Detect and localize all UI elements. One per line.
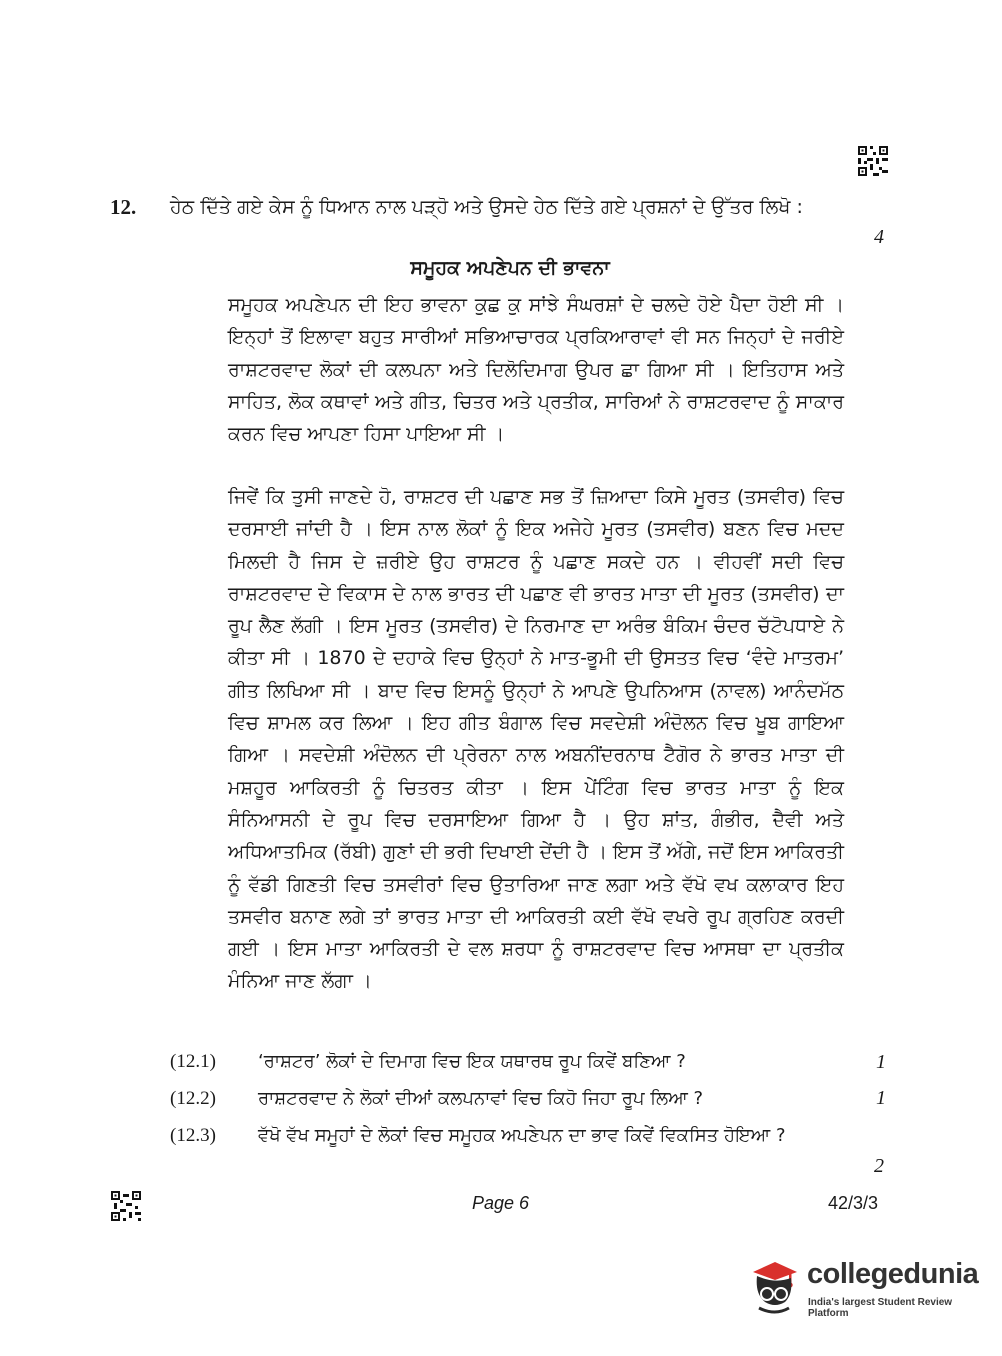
- passage-paragraph-1: ਸਮੂਹਕ ਅਪਣੇਪਨ ਦੀ ਇਹ ਭਾਵਨਾ ਕੁਛ ਕੁ ਸਾਂਝੇ ਸੰਘਰਸ਼ਾਂ ਦੇ ਚਲਦੇ ਹੋਏ ਪੈਦਾ ਹੋਈ ਸੀ । ਇਨ੍ਹਾਂ ਤੋਂ ਇਲਾਵਾ ਬਹੁਤ ਸਾਰੀਆਂ ਸਭਿਆਚਾਰਕ ਪ੍ਰਕਿਆਰਾਵਾਂ ਵੀ ਸਨ ਜਿਨ੍ਹਾਂ ਦੇ ਜਰੀਏ ਰਾਸ਼ਟਰਵਾਦ ਲੋਕਾਂ ਦੀ ਕਲਪਨਾ ਅਤੇ ਦਿਲੋਦਿਮਾਗ ਉਪਰ ਛਾ ਗਿਆ ਸੀ । ਇਤਿਹਾਸ ਅਤੇ ਸਾਹਿਤ, ਲੋਕ ਕਥਾਵਾਂ ਅਤੇ ਗੀਤ, ਚਿਤਰ ਅਤੇ ਪ੍ਰਤੀਕ, ਸਾਰਿਆਂ ਨੇ ਰਾਸ਼ਟਰਵਾਦ ਨੂੰ ਸਾਕਾਰ ਕਰਨ ਵਿਚ ਆਪਣਾ ਹਿਸਾ ਪਾਇਆ ਸੀ ।: [228, 294, 844, 446]
- collegedunia-brand-name: collegedunia: [807, 1258, 979, 1290]
- question-number: 12.: [110, 195, 137, 219]
- subquestion-marks: 2: [874, 1155, 884, 1177]
- subquestion-marks: 1: [876, 1051, 886, 1073]
- subquestion-12-1: [170, 1046, 890, 1078]
- subquestion-text: ਵੱਖੋ ਵੱਖ ਸਮੂਹਾਂ ਦੇ ਲੋਕਾਂ ਵਿਚ ਸਮੂਹਕ ਅਪਣੇਪਨ ਦਾ ਭਾਵ ਕਿਵੇਂ ਵਿਕਸਿਤ ਹੋਇਆ ?: [258, 1125, 786, 1146]
- collegedunia-tagline: India's largest Student Review Platform: [808, 1297, 953, 1319]
- qr-code-icon: [111, 1191, 141, 1221]
- page-number: Page 6: [472, 1193, 530, 1213]
- subquestion-12-2: [170, 1083, 890, 1115]
- question-instruction: ਹੇਠ ਦਿੱਤੇ ਗਏ ਕੇਸ ਨੂੰ ਧਿਆਨ ਨਾਲ ਪੜ੍ਹੋ ਅਤੇ ਉਸਦੇ ਹੇਠ ਦਿੱਤੇ ਗਏ ਪ੍ਰਸ਼ਨਾਂ ਦੇ ਉੱਤਰ ਲਿਖੋ :: [170, 196, 803, 218]
- subquestion-number: (12.2): [170, 1088, 216, 1109]
- collegedunia-logo-icon: [745, 1250, 801, 1316]
- question-marks: 4: [874, 226, 884, 248]
- collegedunia-watermark: [745, 1250, 979, 1320]
- paper-code: 42/3/3: [828, 1193, 879, 1213]
- subquestion-12-3: [170, 1120, 890, 1184]
- subquestion-marks: 1: [876, 1087, 886, 1109]
- subquestion-text: ਰਾਸ਼ਟਰਵਾਦ ਨੇ ਲੋਕਾਂ ਦੀਆਂ ਕਲਪਨਾਵਾਂ ਵਿਚ ਕਿਹੋ ਜਿਹਾ ਰੂਪ ਲਿਆ ?: [258, 1088, 704, 1109]
- qr-code-icon: [858, 146, 888, 176]
- subquestion-text: ‘ਰਾਸ਼ਟਰ’ ਲੋਕਾਂ ਦੇ ਦਿਮਾਗ ਵਿਚ ਇਕ ਯਥਾਰਥ ਰੂਪ ਕਿਵੇਂ ਬਣਿਆ ?: [258, 1051, 686, 1072]
- subquestion-number: (12.3): [170, 1125, 216, 1146]
- case-title: ਸਮੂਹਕ ਅਪਣੇਪਨ ਦੀ ਭਾਵਨਾ: [410, 257, 610, 279]
- passage-paragraph-2: ਜਿਵੇਂ ਕਿ ਤੁਸੀ ਜਾਣਦੇ ਹੋ, ਰਾਸ਼ਟਰ ਦੀ ਪਛਾਣ ਸਭ ਤੋਂ ਜ਼ਿਆਦਾ ਕਿਸੇ ਮੂਰਤ (ਤਸਵੀਰ) ਵਿਚ ਦਰਸਾਈ ਜਾਂਦੀ ਹੈ । ਇਸ ਨਾਲ ਲੋਕਾਂ ਨੂੰ ਇਕ ਅਜੇਹੇ ਮੂਰਤ (ਤਸਵੀਰ) ਬਣਨ ਵਿਚ ਮਦਦ ਮਿਲਦੀ ਹੈ ਜਿਸ ਦੇ ਜ਼ਰੀਏ ਉਹ ਰਾਸ਼ਟਰ ਨੂੰ ਪਛਾਣ ਸਕਦੇ ਹਨ । ਵੀਹਵੀਂ ਸਦੀ ਵਿਚ ਰਾਸ਼ਟਰਵਾਦ ਦੇ ਵਿਕਾਸ ਦੇ ਨਾਲ ਭਾਰਤ ਦੀ ਪਛਾਣ ਵੀ ਭਾਰਤ ਮਾਤਾ ਦੀ ਮੂਰਤ (ਤਸਵੀਰ) ਦਾ ਰੂਪ ਲੈਣ ਲੱਗੀ । ਇਸ ਮੂਰਤ (ਤਸਵੀਰ) ਦੇ ਨਿਰਮਾਣ ਦਾ ਅਰੰਭ ਬੰਕਿਮ ਚੰਦਰ ਚੱਟੋਪਧਾਏ ਨੇ ਕੀਤਾ ਸੀ । 1870 ਦੇ ਦਹਾਕੇ ਵਿਚ ਉਨ੍ਹਾਂ ਨੇ ਮਾਤ-ਭੂਮੀ ਦੀ ਉਸਤਤ ਵਿਚ ‘ਵੰਦੇ ਮਾਤਰਮ’ ਗੀਤ ਲਿਖਿਆ ਸੀ । ਬਾਦ ਵਿਚ ਇਸਨੂੰ ਉਨ੍ਹਾਂ ਨੇ ਆਪਣੇ ਉਪਨਿਆਸ (ਨਾਵਲ) ਆਨੰਦਮੱਠ ਵਿਚ ਸ਼ਾਮਲ ਕਰ ਲਿਆ । ਇਹ ਗੀਤ ਬੰਗਾਲ ਵਿਚ ਸਵਦੇਸ਼ੀ ਅੰਦੋਲਨ ਵਿਚ ਖੂਬ ਗਾਇਆ ਗਿਆ । ਸਵਦੇਸ਼ੀ ਅੰਦੋਲਨ ਦੀ ਪ੍ਰੇਰਨਾ ਨਾਲ ਅਬਨੀਂਦਰਨਾਥ ਟੈਗੋਰ ਨੇ ਭਾਰਤ ਮਾਤਾ ਦੀ ਮਸ਼ਹੂਰ ਆਕਿਰਤੀ ਨੂੰ ਚਿਤਰਤ ਕੀਤਾ । ਇਸ ਪੇਂਟਿੰਗ ਵਿਚ ਭਾਰਤ ਮਾਤਾ ਨੂੰ ਇਕ ਸੰਨਿਆਸਨੀ ਦੇ ਰੂਪ ਵਿਚ ਦਰਸਾਇਆ ਗਿਆ ਹੈ । ਉਹ ਸ਼ਾਂਤ, ਗੰਭੀਰ, ਦੈਵੀ ਅਤੇ ਅਧਿਆਤਮਿਕ (ਰੱਬੀ) ਗੁਣਾਂ ਦੀ ਭਰੀ ਦਿਖਾਈ ਦੇਂਦੀ ਹੈ । ਇਸ ਤੋਂ ਅੱਗੇ, ਜਦੋਂ ਇਸ ਆਕਿਰਤੀ ਨੂੰ ਵੱਡੀ ਗਿਣਤੀ ਵਿਚ ਤਸਵੀਰਾਂ ਵਿਚ ਉਤਾਰਿਆ ਜਾਣ ਲਗਾ ਅਤੇ ਵੱਖੋ ਵਖ ਕਲਾਕਾਰ ਇਹ ਤਸਵੀਰ ਬਨਾਣ ਲਗੇ ਤਾਂ ਭਾਰਤ ਮਾਤਾ ਦੀ ਆਕਿਰਤੀ ਕਈ ਵੱਖੋ ਵਖਰੇ ਰੂਪ ਗ੍ਰਹਿਣ ਕਰਦੀ ਗਈ । ਇਸ ਮਾਤਾ ਆਕਿਰਤੀ ਦੇ ਵਲ ਸ਼ਰਧਾ ਨੂੰ ਰਾਸ਼ਟਰਵਾਦ ਵਿਚ ਆਸਥਾ ਦਾ ਪ੍ਰਤੀਕ ਮੰਨਿਆ ਜਾਣ ਲੱਗਾ ।: [228, 486, 844, 993]
- subquestion-number: (12.1): [170, 1051, 216, 1072]
